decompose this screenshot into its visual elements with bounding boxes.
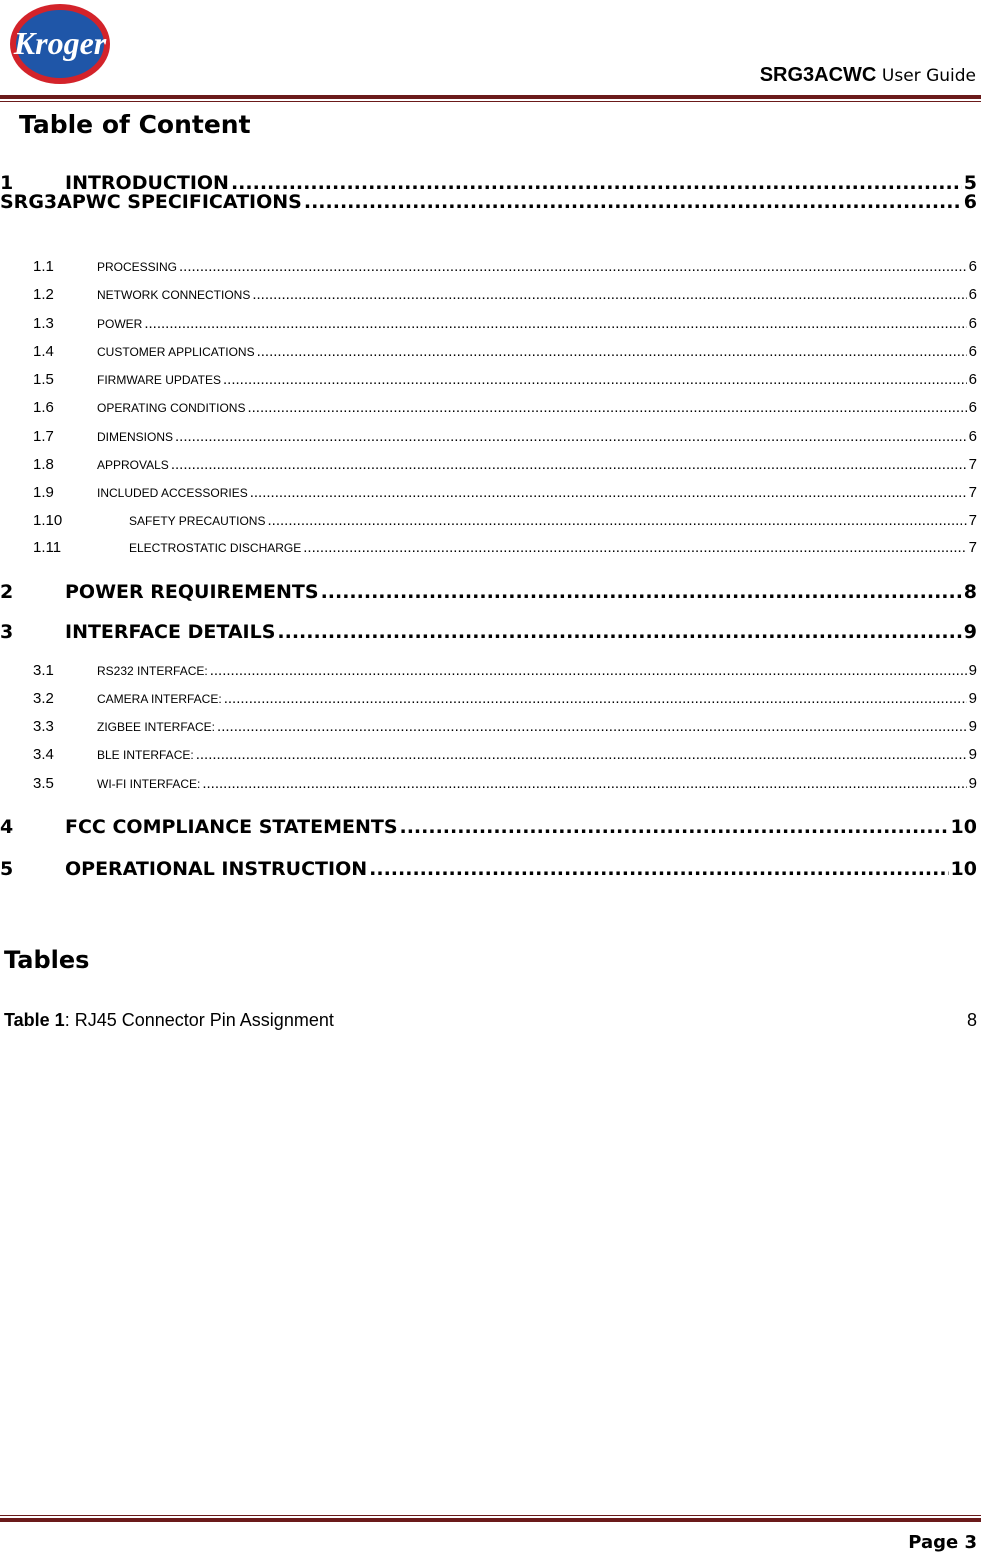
toc-entry-page: 6 xyxy=(968,258,977,275)
logo-text: Kroger xyxy=(13,25,107,61)
toc-entry[interactable] xyxy=(0,512,977,529)
toc-entry-label: SRG3APWC SPECIFICATIONS xyxy=(0,191,302,213)
table-entry-bold: Table 1 xyxy=(4,1010,65,1030)
toc-entry-page: 5 xyxy=(963,172,977,194)
toc-entry-number: 1.2 xyxy=(33,286,54,303)
toc-entry-label: ELECTROSTATIC DISCHARGE xyxy=(129,541,302,555)
toc-entry-label: NETWORK CONNECTIONS xyxy=(97,288,251,302)
toc-entry-page: 6 xyxy=(963,191,977,213)
toc-entry[interactable] xyxy=(0,858,977,880)
toc-dot-leader xyxy=(224,690,967,707)
toc-entry-label: FCC COMPLIANCE STATEMENTS xyxy=(65,816,398,838)
toc-entry[interactable] xyxy=(0,539,977,556)
toc-entry-label: CAMERA INTERFACE: xyxy=(97,692,222,706)
toc-entry-number: 1.11 xyxy=(33,539,62,556)
toc-entry-number: 3 xyxy=(0,621,14,643)
toc-dot-leader xyxy=(304,191,962,213)
toc-entry[interactable] xyxy=(0,816,977,838)
toc-entry-number: 4 xyxy=(0,816,14,838)
toc-dot-leader xyxy=(400,816,949,838)
toc-dot-leader xyxy=(250,484,967,501)
toc-entry-number: 3.1 xyxy=(33,662,54,679)
toc-entry-label: PROCESSING xyxy=(97,260,178,274)
toc-title: Table of Content xyxy=(19,110,251,139)
toc-entry-page: 10 xyxy=(950,816,977,838)
toc-entry-number: 1.5 xyxy=(33,371,54,388)
toc-entry-number: 1 xyxy=(0,172,14,194)
toc-dot-leader xyxy=(257,343,967,360)
table-entry-page: 8 xyxy=(966,1010,977,1030)
toc-dot-leader xyxy=(171,456,967,473)
toc-entry-page: 6 xyxy=(968,343,977,360)
toc-entry[interactable] xyxy=(0,718,977,735)
footer-rule xyxy=(0,1515,981,1522)
toc-entry[interactable] xyxy=(0,343,977,360)
toc-entry-label: INTRODUCTION xyxy=(65,172,229,194)
toc-entry[interactable] xyxy=(0,690,977,707)
toc-entry-number: 1.4 xyxy=(33,343,54,360)
toc-entry-page: 6 xyxy=(968,399,977,416)
toc-dot-leader xyxy=(179,258,967,275)
toc-dot-leader xyxy=(144,315,966,332)
header-title xyxy=(760,64,976,87)
toc-entry-number: 1.3 xyxy=(33,315,54,332)
tables-title: Tables xyxy=(4,946,90,974)
toc-entry-page: 6 xyxy=(968,371,977,388)
toc-entry-label: FIRMWARE UPDATES xyxy=(97,373,222,387)
toc-entry-label: ZIGBEE INTERFACE: xyxy=(97,720,216,734)
toc-entry-label: DIMENSIONS xyxy=(97,430,174,444)
toc-entry-label: RS232 INTERFACE: xyxy=(97,664,208,678)
table-list-item[interactable] xyxy=(4,1010,977,1031)
toc-entry-number: 3.2 xyxy=(33,690,54,707)
toc-entry-page: 7 xyxy=(968,512,977,529)
toc-entry-number: 2 xyxy=(0,581,14,603)
toc-entry[interactable] xyxy=(0,621,977,643)
toc-entry-label: INCLUDED ACCESSORIES xyxy=(97,486,248,500)
toc-dot-leader xyxy=(247,399,966,416)
toc-dot-leader xyxy=(210,662,967,679)
kroger-logo xyxy=(8,2,112,86)
toc-entry-label: WI-FI INTERFACE: xyxy=(97,777,201,791)
model-name: SRG3ACWC xyxy=(759,64,877,86)
toc-dot-leader xyxy=(252,286,966,303)
toc-entry-page: 10 xyxy=(950,858,977,880)
toc-entry-page: 9 xyxy=(968,775,977,792)
toc-entry-label: CUSTOMER APPLICATIONS xyxy=(97,345,255,359)
toc-entry-page: 6 xyxy=(968,315,977,332)
toc-entry-page: 8 xyxy=(963,581,977,603)
toc-entry[interactable] xyxy=(0,286,977,303)
toc-dot-leader xyxy=(321,581,962,603)
table-entry-label: : RJ45 Connector Pin Assignment xyxy=(64,1010,334,1030)
toc-entry-page: 6 xyxy=(968,286,977,303)
toc-entry-page: 9 xyxy=(963,621,977,643)
toc-entry[interactable] xyxy=(0,662,977,679)
toc-entry-label: POWER REQUIREMENTS xyxy=(65,581,319,603)
toc-entry-number: 1.1 xyxy=(33,258,54,275)
toc-dot-leader xyxy=(303,539,966,556)
toc-entry-page: 9 xyxy=(968,662,977,679)
header-rule xyxy=(0,95,981,102)
toc-entry-number: 5 xyxy=(0,858,14,880)
toc-entry-label: SAFETY PRECAUTIONS xyxy=(129,514,266,528)
toc-dot-leader xyxy=(223,371,967,388)
toc-dot-leader xyxy=(196,746,967,763)
toc-entry-number: 3.5 xyxy=(33,775,54,792)
toc-entry-page: 9 xyxy=(968,718,977,735)
toc-entry-number: 1.6 xyxy=(33,399,54,416)
toc-entry-page: 9 xyxy=(968,690,977,707)
toc-entry-page: 6 xyxy=(968,428,977,445)
toc-entry[interactable] xyxy=(0,258,977,275)
toc-dot-leader xyxy=(202,775,966,792)
toc-entry-number: 1.10 xyxy=(33,512,63,529)
toc-dot-leader xyxy=(217,718,967,735)
toc-dot-leader xyxy=(369,858,948,880)
toc-dot-leader xyxy=(267,512,966,529)
toc-entry-number: 3.3 xyxy=(33,718,54,735)
doc-type: User Guide xyxy=(881,66,976,86)
toc-entry-label: BLE INTERFACE: xyxy=(97,748,194,762)
toc-dot-leader xyxy=(277,621,961,643)
toc-entry-page: 7 xyxy=(968,539,977,556)
toc-dot-leader xyxy=(175,428,967,445)
toc-entry-page: 7 xyxy=(968,484,977,501)
toc-entry[interactable] xyxy=(0,456,977,473)
toc-entry-label: POWER xyxy=(97,317,143,331)
toc-entry[interactable] xyxy=(0,315,977,332)
toc-entry-number: 3.4 xyxy=(33,746,54,763)
toc-entry[interactable] xyxy=(0,484,977,501)
toc-entry[interactable] xyxy=(0,428,977,445)
toc-entry[interactable] xyxy=(0,399,977,416)
toc-entry-number: 1.9 xyxy=(33,484,54,501)
toc-entry[interactable] xyxy=(0,775,977,792)
toc-entry-label: APPROVALS xyxy=(97,458,169,472)
toc-entry[interactable] xyxy=(0,581,977,603)
toc-entry[interactable] xyxy=(0,371,977,388)
toc-entry-number: 1.8 xyxy=(33,456,54,473)
toc-entry-page: 9 xyxy=(968,746,977,763)
toc-entry-page: 7 xyxy=(968,456,977,473)
toc-entry[interactable] xyxy=(0,746,977,763)
toc-entry-label: OPERATIONAL INSTRUCTION xyxy=(65,858,368,880)
toc-entry-label: INTERFACE DETAILS xyxy=(65,621,276,643)
toc-entry-label: OPERATING CONDITIONS xyxy=(97,401,246,415)
page-number: Page 3 xyxy=(908,1532,977,1553)
toc-entry[interactable] xyxy=(0,191,977,213)
toc-entry-number: 1.7 xyxy=(33,428,54,445)
